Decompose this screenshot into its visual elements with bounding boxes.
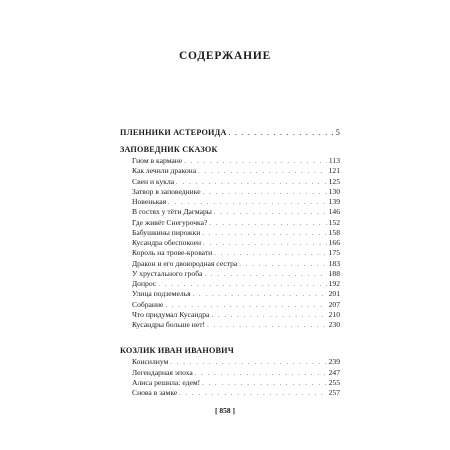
toc-entry[interactable]: [120, 289, 340, 299]
toc-page-number: 257: [328, 388, 340, 397]
page-number: [ 858 ]: [215, 406, 235, 415]
toc-part-ivan-ivanovich: КОЗЛИК ИВАН ИВАНОВИЧ: [120, 346, 234, 356]
toc-page-number: 166: [328, 238, 340, 247]
toc-page-number: 183: [328, 258, 340, 268]
dot-leader: [184, 157, 327, 167]
page-title: СОДЕРЖАНИЕ: [178, 50, 272, 62]
toc-page-number: 192: [328, 279, 340, 288]
dot-leader: [209, 219, 326, 229]
dot-leader: [170, 358, 326, 368]
toc-entry-label: Дракон и его двоюродная сестра: [132, 258, 238, 268]
toc-entry-label: У хрустального гроба: [132, 268, 203, 278]
toc-entry-label: Затвор в заповеднике: [132, 186, 201, 196]
toc-entry[interactable]: [120, 378, 340, 388]
toc-entry-label: Что придумал Кусандра: [132, 309, 210, 319]
toc-entry-label: Кусандра обеспокоен: [132, 238, 202, 247]
dot-leader: [179, 389, 326, 399]
toc-page-number: 210: [328, 309, 340, 319]
dot-leader: [229, 127, 334, 140]
dot-leader: [198, 167, 327, 177]
toc-entry[interactable]: [120, 207, 340, 217]
toc-entry[interactable]: [120, 177, 340, 187]
toc-page-number: 146: [328, 207, 340, 217]
toc-page-number: 175: [328, 248, 340, 258]
toc-page-number: 158: [328, 227, 340, 237]
dot-leader: [202, 229, 326, 239]
toc-entry[interactable]: [120, 269, 340, 279]
toc-entry[interactable]: [120, 300, 340, 310]
toc-entry[interactable]: [120, 320, 340, 330]
table-of-contents: [120, 126, 340, 398]
toc-page-number: 125: [328, 176, 340, 186]
toc-entry-label: Как лечили дракона: [132, 166, 197, 176]
dot-leader: [204, 270, 326, 280]
toc-entry[interactable]: [120, 238, 340, 248]
toc-entry-label: Свен и кукла: [132, 176, 175, 186]
toc-entry-label: Новенькая: [132, 197, 167, 206]
toc-entry[interactable]: [120, 187, 340, 197]
dot-leader: [193, 290, 327, 300]
toc-entry[interactable]: [120, 368, 340, 378]
toc-entry[interactable]: [120, 310, 340, 320]
toc-entry-label: Где живёт Снегурочка?: [132, 217, 208, 227]
toc-entry[interactable]: [120, 156, 340, 166]
toc-entry[interactable]: [120, 218, 340, 228]
dot-leader: [211, 311, 326, 321]
toc-page-number: 152: [328, 217, 340, 227]
dot-leader: [203, 239, 327, 249]
toc-page-number: 5: [335, 128, 340, 137]
toc-entry[interactable]: [120, 388, 340, 398]
toc-entry[interactable]: [120, 279, 340, 289]
toc-page-number: 130: [328, 186, 340, 196]
toc-page-number: 121: [328, 166, 340, 176]
toc-entry-label: Гном в кармане: [132, 156, 183, 165]
dot-leader: [202, 379, 326, 389]
toc-page-number: 239: [328, 357, 340, 367]
toc-page-number: 230: [328, 320, 340, 329]
toc-page-number: 207: [328, 299, 340, 309]
toc-entry[interactable]: [120, 197, 340, 207]
toc-part-asteroid[interactable]: [120, 126, 340, 139]
toc-entry-label: Король на трове-кровати: [132, 248, 213, 258]
toc-entry-label: Консилиум: [132, 357, 169, 367]
toc-entry-label: Бабушкины пирожки: [132, 227, 201, 237]
toc-entry-label: Легендарная эпоха: [132, 367, 193, 377]
toc-page-number: 201: [328, 289, 340, 299]
toc-entry[interactable]: [120, 228, 340, 238]
toc-page-number: 139: [328, 197, 340, 206]
toc-page-number: 188: [328, 268, 340, 278]
dot-leader: [203, 188, 327, 198]
toc-entry-label: Собрание: [132, 299, 164, 309]
toc-part-title: ПЛЕННИКИ АСТЕРОИДА: [120, 128, 227, 137]
toc-page-number: 113: [328, 156, 340, 165]
dot-leader: [207, 321, 327, 331]
toc-entry-label: В гостях у тёти Дагмары: [132, 207, 212, 217]
toc-entry-label: Улица подземелья: [132, 289, 191, 299]
toc-entry-label: Снова в замке: [132, 388, 178, 397]
toc-entry-label: Допрос: [132, 279, 157, 288]
toc-entry[interactable]: [120, 248, 340, 258]
toc-entry-label: Алиса решила: едем!: [132, 377, 201, 387]
toc-page-number: 255: [328, 377, 340, 387]
toc-entry[interactable]: [120, 166, 340, 176]
dot-leader: [239, 260, 326, 270]
dot-leader: [195, 369, 327, 379]
toc-entry[interactable]: [120, 259, 340, 269]
toc-page-number: 247: [328, 367, 340, 377]
toc-entry[interactable]: [120, 357, 340, 367]
toc-entry-label: Кусандры больше нет!: [132, 320, 206, 329]
dot-leader: [214, 208, 327, 218]
toc-part-fairytales: ЗАПОВЕДНИК СКАЗОК: [120, 145, 218, 154]
